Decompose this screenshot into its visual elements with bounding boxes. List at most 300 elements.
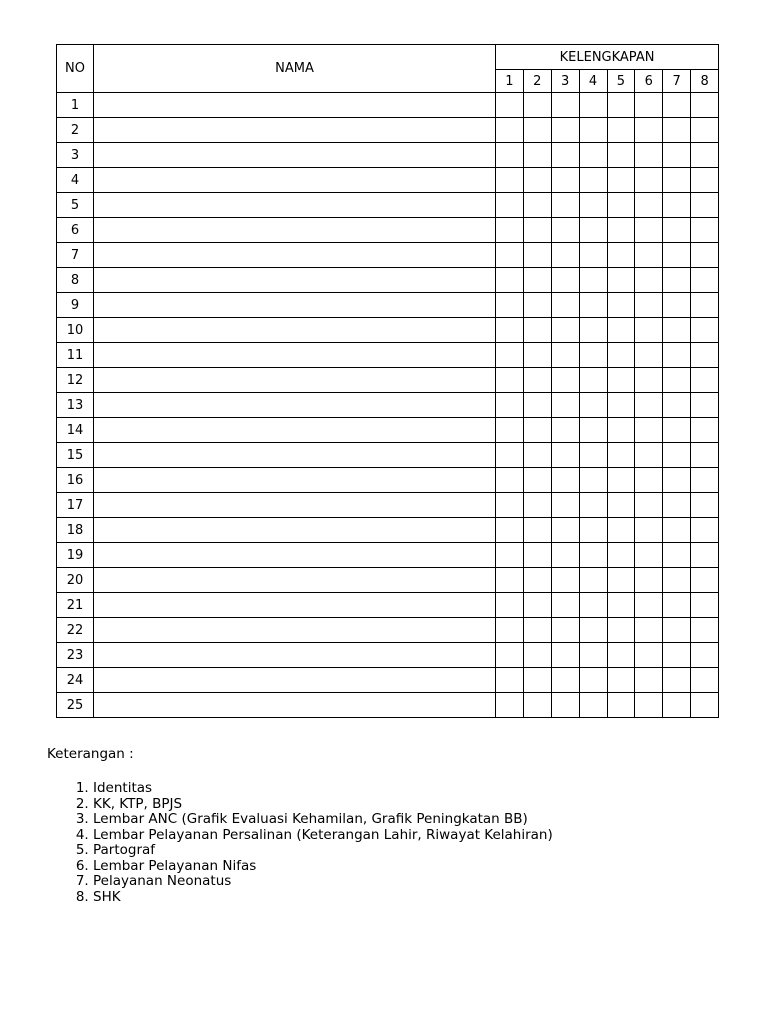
kelengkapan-check-cell[interactable] <box>691 443 719 468</box>
kelengkapan-check-cell[interactable] <box>551 693 579 718</box>
kelengkapan-check-cell[interactable] <box>551 568 579 593</box>
kelengkapan-col-header: 4 <box>579 70 607 93</box>
kelengkapan-check-cell[interactable] <box>607 93 635 118</box>
kelengkapan-check-cell[interactable] <box>579 418 607 443</box>
kelengkapan-check-cell[interactable] <box>579 568 607 593</box>
kelengkapan-check-cell[interactable] <box>635 668 663 693</box>
kelengkapan-check-cell[interactable] <box>551 193 579 218</box>
name-cell[interactable] <box>94 243 496 268</box>
kelengkapan-check-cell[interactable] <box>496 418 524 443</box>
kelengkapan-check-cell[interactable] <box>579 543 607 568</box>
row-number: 1 <box>57 93 94 118</box>
name-cell[interactable] <box>94 143 496 168</box>
table-row <box>57 293 719 318</box>
row-number: 2 <box>57 118 94 143</box>
kelengkapan-check-cell[interactable] <box>635 618 663 643</box>
name-cell[interactable] <box>94 93 496 118</box>
kelengkapan-check-cell[interactable] <box>579 518 607 543</box>
table-row <box>57 193 719 218</box>
kelengkapan-check-cell[interactable] <box>551 593 579 618</box>
kelengkapan-check-cell[interactable] <box>523 218 551 243</box>
kelengkapan-check-cell[interactable] <box>663 118 691 143</box>
kelengkapan-col-header: 6 <box>635 70 663 93</box>
row-number: 14 <box>57 418 94 443</box>
kelengkapan-check-cell[interactable] <box>663 243 691 268</box>
name-cell[interactable] <box>94 643 496 668</box>
header-row <box>57 45 719 70</box>
kelengkapan-check-cell[interactable] <box>663 218 691 243</box>
name-cell[interactable] <box>94 293 496 318</box>
notes-item: 2. KK, KTP, BPJS <box>93 797 553 813</box>
kelengkapan-check-cell[interactable] <box>579 668 607 693</box>
kelengkapan-check-cell[interactable] <box>523 468 551 493</box>
kelengkapan-check-cell[interactable] <box>607 568 635 593</box>
kelengkapan-check-cell[interactable] <box>496 268 524 293</box>
kelengkapan-check-cell[interactable] <box>551 268 579 293</box>
kelengkapan-check-cell[interactable] <box>663 93 691 118</box>
kelengkapan-check-cell[interactable] <box>691 343 719 368</box>
table-row <box>57 493 719 518</box>
row-number: 18 <box>57 518 94 543</box>
notes-item: 8. SHK <box>93 890 553 906</box>
kelengkapan-check-cell[interactable] <box>635 418 663 443</box>
kelengkapan-check-cell[interactable] <box>551 243 579 268</box>
kelengkapan-check-cell[interactable] <box>496 168 524 193</box>
table-row <box>57 368 719 393</box>
kelengkapan-check-cell[interactable] <box>635 218 663 243</box>
kelengkapan-check-cell[interactable] <box>691 568 719 593</box>
kelengkapan-check-cell[interactable] <box>496 243 524 268</box>
kelengkapan-col-header: 7 <box>663 70 691 93</box>
kelengkapan-check-cell[interactable] <box>496 543 524 568</box>
kelengkapan-check-cell[interactable] <box>691 93 719 118</box>
kelengkapan-check-cell[interactable] <box>607 518 635 543</box>
table-row <box>57 268 719 293</box>
kelengkapan-check-cell[interactable] <box>635 93 663 118</box>
name-cell[interactable] <box>94 518 496 543</box>
kelengkapan-check-cell[interactable] <box>523 318 551 343</box>
kelengkapan-check-cell[interactable] <box>691 118 719 143</box>
kelengkapan-check-cell[interactable] <box>663 668 691 693</box>
name-cell[interactable] <box>94 218 496 243</box>
kelengkapan-check-cell[interactable] <box>523 193 551 218</box>
kelengkapan-check-cell[interactable] <box>523 393 551 418</box>
table-row <box>57 518 719 543</box>
header-nama: NAMA <box>94 45 496 93</box>
kelengkapan-check-cell[interactable] <box>496 93 524 118</box>
table-row <box>57 118 719 143</box>
row-number: 25 <box>57 693 94 718</box>
table-row <box>57 443 719 468</box>
kelengkapan-check-cell[interactable] <box>607 193 635 218</box>
notes-item: 1. Identitas <box>93 781 553 797</box>
kelengkapan-check-cell[interactable] <box>579 118 607 143</box>
kelengkapan-check-cell[interactable] <box>523 668 551 693</box>
kelengkapan-check-cell[interactable] <box>551 393 579 418</box>
table-row <box>57 418 719 443</box>
kelengkapan-check-cell[interactable] <box>635 393 663 418</box>
kelengkapan-check-cell[interactable] <box>663 343 691 368</box>
row-number: 16 <box>57 468 94 493</box>
kelengkapan-check-cell[interactable] <box>551 368 579 393</box>
kelengkapan-check-cell[interactable] <box>496 668 524 693</box>
kelengkapan-check-cell[interactable] <box>496 693 524 718</box>
kelengkapan-check-cell[interactable] <box>496 568 524 593</box>
row-number: 10 <box>57 318 94 343</box>
row-number: 23 <box>57 643 94 668</box>
kelengkapan-col-header: 3 <box>551 70 579 93</box>
kelengkapan-col-header: 2 <box>523 70 551 93</box>
kelengkapan-check-cell[interactable] <box>551 143 579 168</box>
kelengkapan-check-cell[interactable] <box>523 368 551 393</box>
kelengkapan-check-cell[interactable] <box>607 418 635 443</box>
notes-item: 5. Partograf <box>93 843 553 859</box>
kelengkapan-check-cell[interactable] <box>635 468 663 493</box>
table-row <box>57 218 719 243</box>
kelengkapan-check-cell[interactable] <box>691 368 719 393</box>
name-cell[interactable] <box>94 318 496 343</box>
kelengkapan-check-cell[interactable] <box>607 143 635 168</box>
name-cell[interactable] <box>94 118 496 143</box>
kelengkapan-check-cell[interactable] <box>663 318 691 343</box>
kelengkapan-check-cell[interactable] <box>663 393 691 418</box>
name-cell[interactable] <box>94 543 496 568</box>
notes-title: Keterangan : <box>47 746 134 762</box>
kelengkapan-check-cell[interactable] <box>663 193 691 218</box>
kelengkapan-check-cell[interactable] <box>496 468 524 493</box>
name-cell[interactable] <box>94 443 496 468</box>
kelengkapan-check-cell[interactable] <box>523 643 551 668</box>
kelengkapan-check-cell[interactable] <box>663 593 691 618</box>
row-number: 17 <box>57 493 94 518</box>
kelengkapan-check-cell[interactable] <box>579 443 607 468</box>
kelengkapan-check-cell[interactable] <box>496 593 524 618</box>
table-row <box>57 343 719 368</box>
kelengkapan-check-cell[interactable] <box>663 618 691 643</box>
kelengkapan-check-cell[interactable] <box>663 168 691 193</box>
row-number: 11 <box>57 343 94 368</box>
kelengkapan-check-cell[interactable] <box>607 293 635 318</box>
kelengkapan-check-cell[interactable] <box>663 418 691 443</box>
kelengkapan-check-cell[interactable] <box>607 593 635 618</box>
kelengkapan-check-cell[interactable] <box>635 268 663 293</box>
kelengkapan-check-cell[interactable] <box>635 318 663 343</box>
row-number: 8 <box>57 268 94 293</box>
kelengkapan-check-cell[interactable] <box>635 543 663 568</box>
kelengkapan-check-cell[interactable] <box>691 643 719 668</box>
kelengkapan-check-cell[interactable] <box>635 568 663 593</box>
table-row <box>57 568 719 593</box>
kelengkapan-check-cell[interactable] <box>579 643 607 668</box>
kelengkapan-check-cell[interactable] <box>607 368 635 393</box>
kelengkapan-check-cell[interactable] <box>691 193 719 218</box>
table-row <box>57 543 719 568</box>
kelengkapan-check-cell[interactable] <box>496 368 524 393</box>
notes-list <box>47 781 553 905</box>
kelengkapan-check-cell[interactable] <box>635 143 663 168</box>
row-number: 15 <box>57 443 94 468</box>
kelengkapan-col-header: 5 <box>607 70 635 93</box>
kelengkapan-check-cell[interactable] <box>635 693 663 718</box>
row-number: 13 <box>57 393 94 418</box>
table-row <box>57 243 719 268</box>
kelengkapan-check-cell[interactable] <box>579 193 607 218</box>
kelengkapan-check-cell[interactable] <box>663 518 691 543</box>
table-row <box>57 693 719 718</box>
kelengkapan-check-cell[interactable] <box>551 443 579 468</box>
kelengkapan-check-cell[interactable] <box>663 643 691 668</box>
row-number: 3 <box>57 143 94 168</box>
kelengkapan-check-cell[interactable] <box>496 518 524 543</box>
kelengkapan-check-cell[interactable] <box>579 218 607 243</box>
kelengkapan-check-cell[interactable] <box>579 493 607 518</box>
kelengkapan-check-cell[interactable] <box>691 468 719 493</box>
kelengkapan-check-cell[interactable] <box>551 643 579 668</box>
kelengkapan-check-cell[interactable] <box>579 593 607 618</box>
kelengkapan-col-header: 1 <box>496 70 524 93</box>
kelengkapan-check-cell[interactable] <box>496 118 524 143</box>
kelengkapan-check-cell[interactable] <box>635 243 663 268</box>
kelengkapan-check-cell[interactable] <box>551 93 579 118</box>
kelengkapan-check-cell[interactable] <box>523 518 551 543</box>
kelengkapan-check-cell[interactable] <box>691 243 719 268</box>
kelengkapan-check-cell[interactable] <box>635 643 663 668</box>
kelengkapan-check-cell[interactable] <box>523 568 551 593</box>
kelengkapan-check-cell[interactable] <box>663 568 691 593</box>
kelengkapan-check-cell[interactable] <box>635 343 663 368</box>
kelengkapan-check-cell[interactable] <box>663 493 691 518</box>
header-kelengkapan: KELENGKAPAN <box>496 45 719 70</box>
notes-item: 6. Lembar Pelayanan Nifas <box>93 859 553 875</box>
kelengkapan-check-cell[interactable] <box>523 418 551 443</box>
kelengkapan-check-cell[interactable] <box>635 443 663 468</box>
name-cell[interactable] <box>94 343 496 368</box>
name-cell[interactable] <box>94 493 496 518</box>
header-no: NO <box>57 45 94 93</box>
name-cell[interactable] <box>94 268 496 293</box>
kelengkapan-check-cell[interactable] <box>607 668 635 693</box>
table-row <box>57 468 719 493</box>
kelengkapan-check-cell[interactable] <box>523 593 551 618</box>
row-number: 5 <box>57 193 94 218</box>
name-cell[interactable] <box>94 168 496 193</box>
kelengkapan-check-cell[interactable] <box>496 218 524 243</box>
kelengkapan-check-cell[interactable] <box>551 318 579 343</box>
kelengkapan-col-header: 8 <box>691 70 719 93</box>
kelengkapan-check-cell[interactable] <box>635 368 663 393</box>
kelengkapan-check-cell[interactable] <box>523 443 551 468</box>
kelengkapan-check-cell[interactable] <box>523 168 551 193</box>
kelengkapan-check-cell[interactable] <box>496 393 524 418</box>
kelengkapan-check-cell[interactable] <box>551 343 579 368</box>
kelengkapan-check-cell[interactable] <box>523 543 551 568</box>
kelengkapan-check-cell[interactable] <box>663 293 691 318</box>
kelengkapan-check-cell[interactable] <box>691 418 719 443</box>
kelengkapan-check-cell[interactable] <box>579 468 607 493</box>
notes-section <box>47 746 553 905</box>
kelengkapan-check-cell[interactable] <box>663 143 691 168</box>
kelengkapan-check-cell[interactable] <box>579 168 607 193</box>
kelengkapan-check-cell[interactable] <box>663 693 691 718</box>
kelengkapan-check-cell[interactable] <box>663 268 691 293</box>
kelengkapan-check-cell[interactable] <box>551 168 579 193</box>
row-number: 24 <box>57 668 94 693</box>
kelengkapan-check-cell[interactable] <box>607 268 635 293</box>
kelengkapan-check-cell[interactable] <box>551 518 579 543</box>
kelengkapan-check-cell[interactable] <box>496 293 524 318</box>
kelengkapan-check-cell[interactable] <box>523 493 551 518</box>
name-cell[interactable] <box>94 593 496 618</box>
row-number: 22 <box>57 618 94 643</box>
kelengkapan-check-cell[interactable] <box>607 493 635 518</box>
kelengkapan-check-cell[interactable] <box>691 393 719 418</box>
name-cell[interactable] <box>94 193 496 218</box>
kelengkapan-check-cell[interactable] <box>635 493 663 518</box>
notes-item: 7. Pelayanan Neonatus <box>93 874 553 890</box>
kelengkapan-check-cell[interactable] <box>523 93 551 118</box>
kelengkapan-check-cell[interactable] <box>523 243 551 268</box>
table-row <box>57 593 719 618</box>
kelengkapan-check-cell[interactable] <box>551 543 579 568</box>
name-cell[interactable] <box>94 393 496 418</box>
table-body <box>57 93 719 718</box>
name-cell[interactable] <box>94 618 496 643</box>
kelengkapan-check-cell[interactable] <box>579 318 607 343</box>
row-number: 9 <box>57 293 94 318</box>
notes-item: 3. Lembar ANC (Grafik Evaluasi Kehamilan, Grafik Peningkatan BB) <box>93 812 553 828</box>
kelengkapan-check-cell[interactable] <box>691 543 719 568</box>
table-row <box>57 618 719 643</box>
table-row <box>57 668 719 693</box>
kelengkapan-check-cell[interactable] <box>691 168 719 193</box>
table-row <box>57 143 719 168</box>
kelengkapan-check-cell[interactable] <box>691 518 719 543</box>
kelengkapan-check-cell[interactable] <box>691 218 719 243</box>
kelengkapan-check-cell[interactable] <box>607 243 635 268</box>
name-cell[interactable] <box>94 668 496 693</box>
kelengkapan-check-cell[interactable] <box>496 643 524 668</box>
kelengkapan-check-cell[interactable] <box>523 693 551 718</box>
name-cell[interactable] <box>94 368 496 393</box>
kelengkapan-check-cell[interactable] <box>663 468 691 493</box>
table-row <box>57 393 719 418</box>
kelengkapan-check-cell[interactable] <box>691 618 719 643</box>
kelengkapan-check-cell[interactable] <box>607 218 635 243</box>
kelengkapan-check-cell[interactable] <box>579 343 607 368</box>
kelengkapan-check-cell[interactable] <box>523 293 551 318</box>
checklist-table <box>56 44 719 718</box>
kelengkapan-check-cell[interactable] <box>496 443 524 468</box>
kelengkapan-check-cell[interactable] <box>635 118 663 143</box>
table-row <box>57 318 719 343</box>
kelengkapan-check-cell[interactable] <box>635 168 663 193</box>
name-cell[interactable] <box>94 418 496 443</box>
kelengkapan-check-cell[interactable] <box>691 593 719 618</box>
kelengkapan-check-cell[interactable] <box>551 468 579 493</box>
kelengkapan-check-cell[interactable] <box>607 318 635 343</box>
kelengkapan-check-cell[interactable] <box>579 368 607 393</box>
kelengkapan-check-cell[interactable] <box>607 118 635 143</box>
kelengkapan-check-cell[interactable] <box>579 393 607 418</box>
name-cell[interactable] <box>94 468 496 493</box>
kelengkapan-check-cell[interactable] <box>691 493 719 518</box>
kelengkapan-check-cell[interactable] <box>496 318 524 343</box>
kelengkapan-check-cell[interactable] <box>607 693 635 718</box>
kelengkapan-check-cell[interactable] <box>691 268 719 293</box>
kelengkapan-check-cell[interactable] <box>496 193 524 218</box>
kelengkapan-check-cell[interactable] <box>551 218 579 243</box>
kelengkapan-check-cell[interactable] <box>607 468 635 493</box>
notes-item: 4. Lembar Pelayanan Persalinan (Keterangan Lahir, Riwayat Kelahiran) <box>93 828 553 844</box>
kelengkapan-check-cell[interactable] <box>607 168 635 193</box>
row-number: 6 <box>57 218 94 243</box>
kelengkapan-check-cell[interactable] <box>635 193 663 218</box>
name-cell[interactable] <box>94 568 496 593</box>
kelengkapan-check-cell[interactable] <box>551 618 579 643</box>
kelengkapan-check-cell[interactable] <box>523 268 551 293</box>
kelengkapan-check-cell[interactable] <box>579 293 607 318</box>
row-number: 7 <box>57 243 94 268</box>
kelengkapan-check-cell[interactable] <box>635 518 663 543</box>
row-number: 21 <box>57 593 94 618</box>
kelengkapan-check-cell[interactable] <box>691 143 719 168</box>
kelengkapan-check-cell[interactable] <box>691 318 719 343</box>
kelengkapan-check-cell[interactable] <box>579 243 607 268</box>
kelengkapan-check-cell[interactable] <box>635 293 663 318</box>
row-number: 20 <box>57 568 94 593</box>
kelengkapan-check-cell[interactable] <box>579 618 607 643</box>
row-number: 4 <box>57 168 94 193</box>
table-row <box>57 93 719 118</box>
kelengkapan-check-cell[interactable] <box>551 118 579 143</box>
kelengkapan-check-cell[interactable] <box>496 343 524 368</box>
kelengkapan-check-cell[interactable] <box>496 493 524 518</box>
kelengkapan-check-cell[interactable] <box>551 418 579 443</box>
kelengkapan-check-cell[interactable] <box>551 493 579 518</box>
kelengkapan-check-cell[interactable] <box>523 618 551 643</box>
kelengkapan-check-cell[interactable] <box>551 668 579 693</box>
kelengkapan-check-cell[interactable] <box>579 693 607 718</box>
kelengkapan-check-cell[interactable] <box>607 543 635 568</box>
kelengkapan-check-cell[interactable] <box>607 443 635 468</box>
kelengkapan-check-cell[interactable] <box>551 293 579 318</box>
kelengkapan-check-cell[interactable] <box>691 668 719 693</box>
kelengkapan-check-cell[interactable] <box>523 343 551 368</box>
row-number: 19 <box>57 543 94 568</box>
kelengkapan-check-cell[interactable] <box>607 643 635 668</box>
kelengkapan-check-cell[interactable] <box>607 618 635 643</box>
kelengkapan-check-cell[interactable] <box>663 543 691 568</box>
kelengkapan-check-cell[interactable] <box>523 143 551 168</box>
kelengkapan-check-cell[interactable] <box>579 143 607 168</box>
kelengkapan-check-cell[interactable] <box>607 343 635 368</box>
kelengkapan-check-cell[interactable] <box>579 268 607 293</box>
kelengkapan-check-cell[interactable] <box>523 118 551 143</box>
kelengkapan-check-cell[interactable] <box>607 393 635 418</box>
kelengkapan-check-cell[interactable] <box>691 693 719 718</box>
kelengkapan-check-cell[interactable] <box>663 368 691 393</box>
kelengkapan-check-cell[interactable] <box>579 93 607 118</box>
kelengkapan-check-cell[interactable] <box>496 143 524 168</box>
name-cell[interactable] <box>94 693 496 718</box>
kelengkapan-check-cell[interactable] <box>663 443 691 468</box>
kelengkapan-check-cell[interactable] <box>635 593 663 618</box>
kelengkapan-check-cell[interactable] <box>691 293 719 318</box>
kelengkapan-check-cell[interactable] <box>496 618 524 643</box>
table-row <box>57 168 719 193</box>
table-row <box>57 643 719 668</box>
row-number: 12 <box>57 368 94 393</box>
